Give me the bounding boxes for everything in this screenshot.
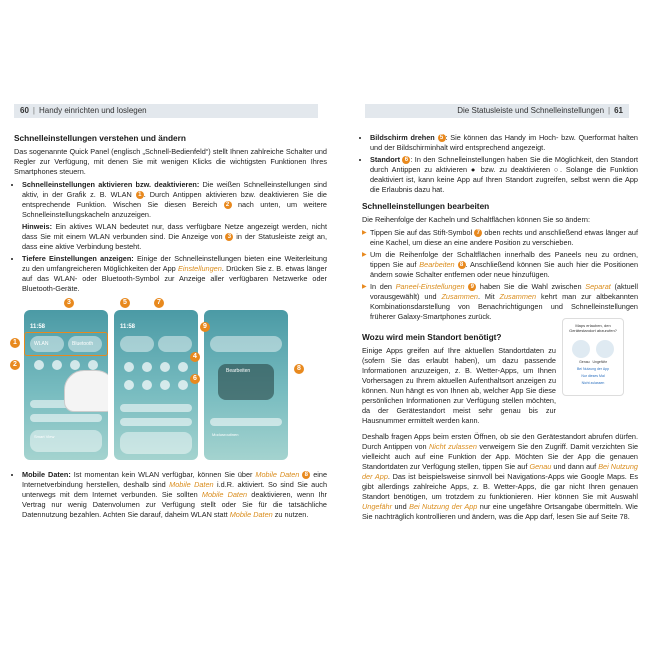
section-heading: Schnelleinstellungen verstehen und ändern: [14, 133, 186, 143]
precise-location-icon: [572, 340, 590, 358]
callout-4: 4: [190, 352, 200, 362]
location-permission-dialog: Maps erlauben, den Gerätestandort abzurufen? Genau Ungefähr Bei Nutzung der App Nur dieses Mal Nicht zulassen: [562, 318, 624, 396]
left-page-bottom: [14, 470, 327, 523]
pointing-hand-icon: [64, 370, 108, 412]
callout-8-icon: 8: [458, 261, 466, 269]
bullet-rotate: • Bildschirm drehen 5 : Sie können das Handy im Hoch- bzw. Querformat halten und der Bildschirminhalt wird entsprechend angezeigt.: [370, 133, 638, 153]
callout-9-icon: 9: [468, 283, 476, 291]
callout-5-icon: 5: [438, 134, 446, 142]
callout-7-icon: 7: [474, 229, 482, 237]
callout-5: 5: [120, 298, 130, 308]
step-2: ▶ Um die Reihenfolge der Schaltflächen innerhalb des Paneels neu zu ordnen, tippen Sie auf Bearbeiten 8 . Anschließend können Sie auch hier die Positionen ändern sowie Schalter entfernen oder neue hinzufügen.: [370, 250, 638, 280]
bullet-list: [14, 180, 327, 294]
dialog-while-using-button[interactable]: Bei Nutzung der App: [576, 367, 610, 371]
location-on-icon: ●: [470, 165, 477, 174]
right-page: [362, 133, 638, 325]
phone-screenshot-2: 11:58: [114, 310, 198, 460]
right-page-header: Die Statusleiste und Schnelleinstellungen | 61: [365, 104, 629, 118]
why-paragraph-2: Deshalb fragen Apps beim ersten Öffnen, ob sie den Gerätestandort abrufen dürfen. Durch Antippen von Nicht zulassen verweigern Sie den Zugriff. Damit verzichten Sie vielleicht auch auf eine Funktion der App. Möchten Sie der App die genauen Standortdaten zur Verfügung stellen, tippen Sie auf Genau und dann auf Bei Nutzung der App. Das ist beispielsweise sinnvoll bei Navigations-Apps wie Google Maps. Es gibt allerdings zahlreiche Apps, z. B. Wetter-Apps, die gar nicht Ihren genauen Standort benötigen, um trotzdem zu funktionieren. Hier können Sie mit Auswahl Ungefähr und Bei Nutzung der App nur eine ungefähre Ortsangabe übermitteln. Wie Sie nachträglich kontrollieren und ändern, was die App darf, lesen Sie auf Seite 78.: [362, 432, 638, 521]
bullet-location: • Standort 6 : In den Schnelleinstellungen haben Sie die Möglichkeit, den Standort durch Antippen zu aktivieren ● bzw. zu deaktivieren ○. Solange die Funktion deaktiviert ist, kann keine App auf Ihren Standort zugreifen, selbst wenn die App die Erlaubnis dazu hat.: [370, 155, 638, 195]
left-page-header: 60 | Handy einrichten und loslegen: [14, 104, 318, 118]
right-page-number: 61: [614, 106, 623, 115]
callout-8-icon: 8: [302, 471, 310, 479]
right-page-bottom: [362, 432, 638, 525]
location-off-icon: ○: [553, 165, 561, 174]
callout-9: 9: [200, 322, 210, 332]
callout-2: 2: [10, 360, 20, 370]
bullet-mobile-data: • Mobile Daten: Ist momentan kein WLAN verfügbar, können Sie über Mobile Daten 8 eine Internetverbindung herstellen, deshalb sind Mobile Daten i.d.R. aktiviert. So sind Sie auch unterwegs mit dem Internet verbunden. Sie sollten Mobile Daten deaktivieren, wenn Ihr Vertrag nur wenig Datenvolumen zur Verfügung stellt oder Sie für die tatsächliche Datennutzung bezahlen. Achten Sie darauf, daheim WLAN statt Mobile Daten zu nutzen.: [22, 470, 327, 520]
right-chapter-title: Die Statusleiste und Schnelleinstellungen: [457, 106, 605, 115]
left-chapter-title: Handy einrichten und loslegen: [38, 106, 147, 115]
callout-6-icon: 6: [402, 156, 410, 164]
bullet-deeper-settings: • Tiefere Einstellungen anzeigen: Einige der Schnelleinstellungen bieten eine Weiterleitung zu den umfangreicheren Möglichkeiten der App Einstellungen. Drücken Sie z. B. etwas länger auf das WLAN- oder Bluetooth-Symbol zur Anzeige aller verfügbaren Netzwerke oder Bluetooth-Geräte.: [22, 254, 327, 294]
callout-2-icon: 2: [224, 201, 232, 209]
intro-paragraph: Das sogenannte Quick Panel (englisch „Schnell-Bedienfeld“) stellt Ihnen zahlreiche Schalter und Regler zur Verfügung, mit denen Sie mit wenigen Klicks die wichtigsten Funktionen Ihres Smartphones steuern.: [14, 147, 327, 176]
dialog-deny-button[interactable]: Nicht zulassen: [581, 381, 605, 385]
phone-screenshots: [13, 299, 314, 460]
callout-7: 7: [154, 298, 164, 308]
edit-intro: Die Reihenfolge der Kacheln und Schaltflächen können Sie so ändern:: [362, 215, 590, 224]
bullet-toggle: • Schnelleinstellungen aktivieren bzw. deaktivieren: Die weißen Schnelleinstellungen sind aktiv, in der Grafik z. B. WLAN 1 . Durch Antippen aktivieren bzw. deaktivieren Sie die entsprechende Funktion. Wischen Sie diesen Bereich 2 nach unten, um weitere Schnelleinstellungskacheln anzuzeigen.: [22, 180, 327, 220]
left-page-number: 60: [20, 106, 29, 115]
edit-heading: Schnelleinstellungen bearbeiten: [362, 201, 490, 211]
why-paragraph-1: Einige Apps greifen auf Ihre aktuellen Standortdaten zu (sofern Sie das erlaubt haben), um dazu passende Informationen anzuzeigen, z. B. Wetter-Apps, um Ihnen Vorhersagen zu Ihrem aktuellen Aufenthaltsort anzeigen zu können. Nun hängt es von Ihnen ab, welcher App Sie diese persönlichen Informationen zur Verfügung stellen möchten, da der Gerätestandort meist sehr genau bis zur Hausnummer ermittelt werden kann.: [362, 346, 556, 425]
phone-screenshot-3: Bearbeiten Modusroutinen: [204, 310, 288, 460]
callout-3: 3: [64, 298, 74, 308]
callout-3-icon: 3: [225, 233, 233, 241]
callout-1: 1: [10, 338, 20, 348]
approximate-location-icon: [596, 340, 614, 358]
callout-6: 6: [190, 374, 200, 384]
callout-8: 8: [294, 364, 304, 374]
phone-screenshot-1: 11:58 WLAN Bluetooth Smart View: [24, 310, 108, 460]
hint-paragraph: Hinweis: Ein aktives WLAN bedeutet nur, dass verfügbare Netze angezeigt werden, nicht dass Sie mit einem WLAN verbunden sind. Die Anzeige von 3 in der Statusleiste zeigt an, dass eine aktive Verbindung besteht.: [22, 222, 327, 251]
right-why-block: [362, 332, 556, 429]
left-page: [14, 133, 327, 297]
step-1: ▶ Tippen Sie auf das Stift-Symbol 7 oben rechts und anschließend etwas länger auf eine Kachel, um diese an eine andere Position zu verschieben.: [370, 228, 638, 248]
why-heading: Wozu wird mein Standort benötigt?: [362, 332, 502, 342]
callout-1-icon: 1: [136, 191, 144, 199]
step-3: ▶ In den Paneel-Einstellungen 9 haben Sie die Wahl zwischen Separat (aktuell vorausgewählt) und Zusammen. Mit Zusammen kehrt man zur altbekannten Kombinationsdarstellung von Benachrichtigungen und Schnelleinstellungen früherer Galaxy-Smartphones zurück.: [370, 282, 638, 322]
dialog-only-once-button[interactable]: Nur dieses Mal: [581, 374, 605, 378]
